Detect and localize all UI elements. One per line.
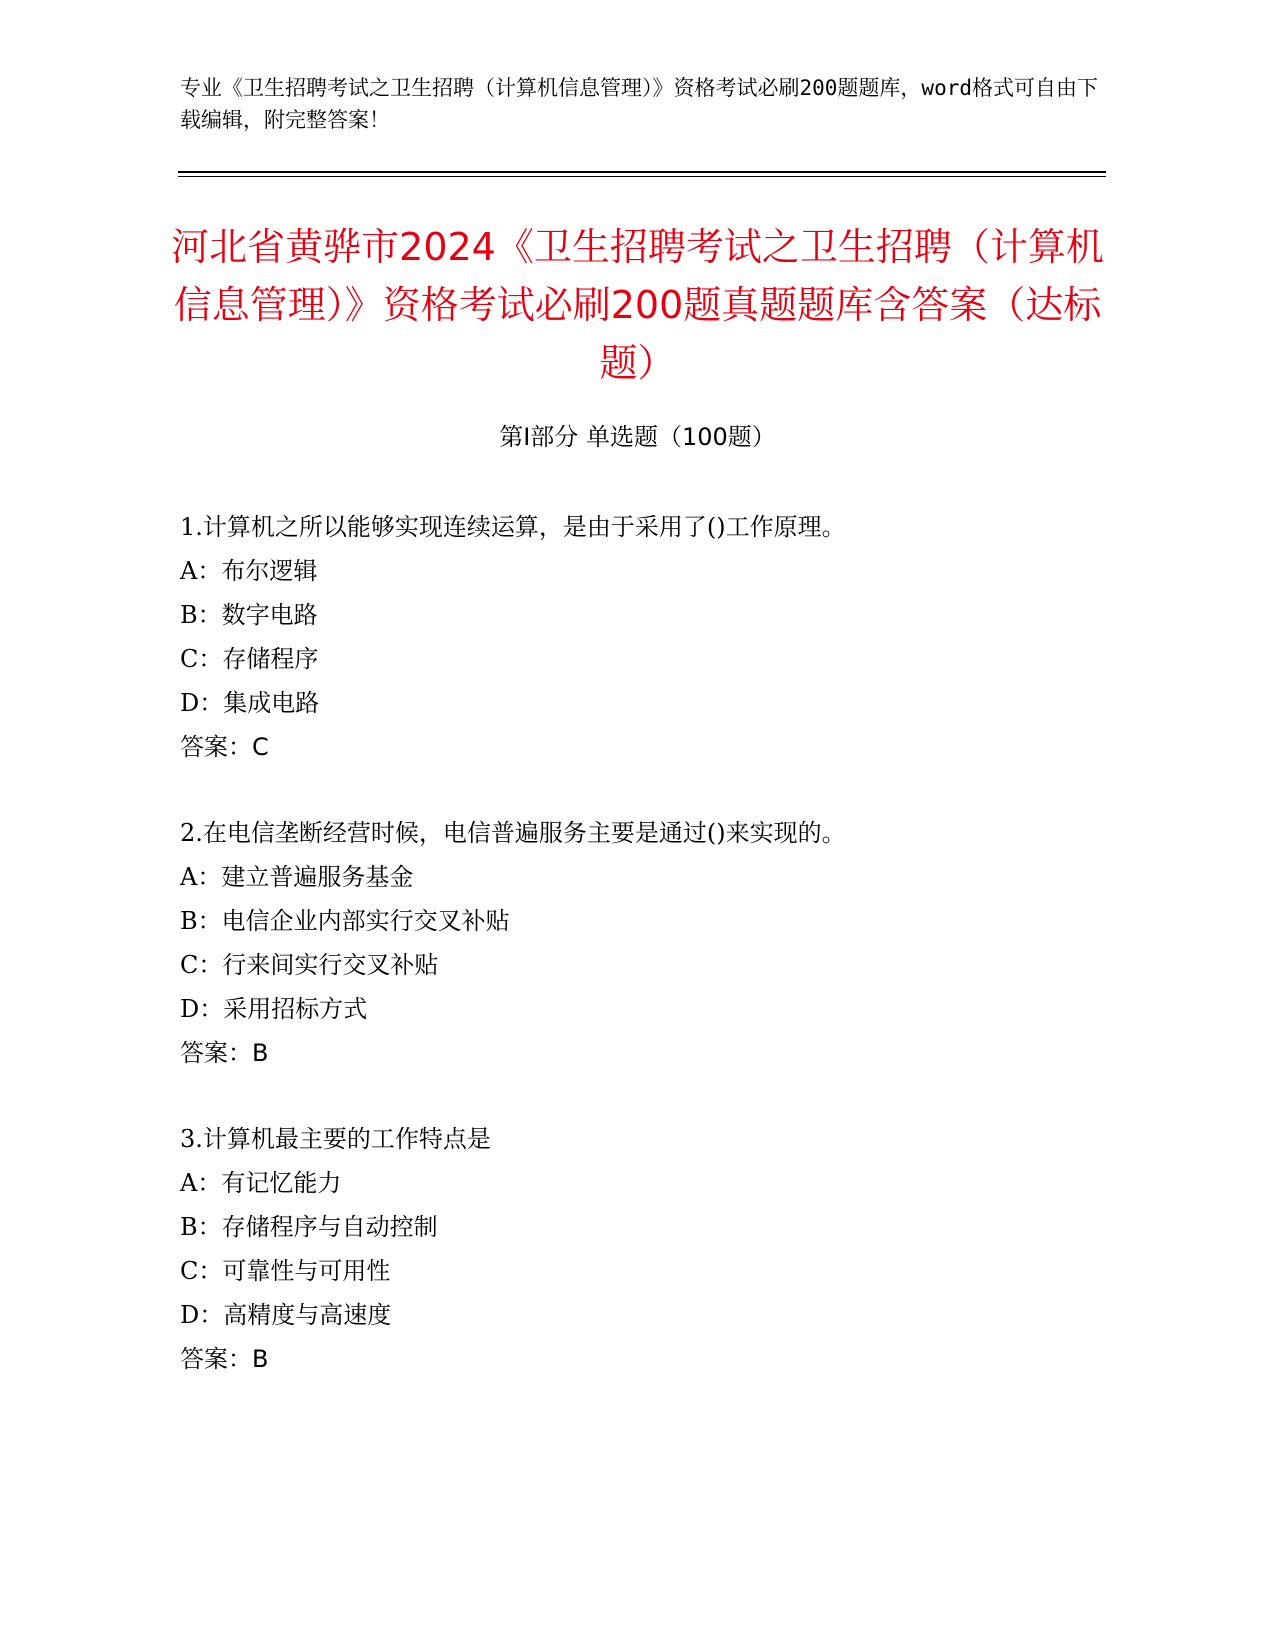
header-divider-thin: [178, 176, 1106, 177]
header-divider-thick: [178, 171, 1106, 173]
option-d: D：集成电路: [180, 689, 320, 717]
answer-label: 答案：B: [180, 1345, 269, 1373]
document-title: 河北省黄骅市2024《卫生招聘考试之卫生招聘（计算机信息管理）》资格考试必刷200题真题题库含答案（达标题）: [171, 225, 1104, 385]
question-list: [180, 505, 1110, 1423]
question-stem: 3.计算机最主要的工作特点是: [180, 1125, 491, 1153]
option-d: D：高精度与高速度: [180, 1301, 392, 1329]
option-c: C：可靠性与可用性: [180, 1257, 391, 1285]
question-stem: 1.计算机之所以能够实现连续运算，是由于采用了()工作原理。: [180, 513, 846, 541]
option-b: B：存储程序与自动控制: [180, 1213, 438, 1241]
header-note: 专业《卫生招聘考试之卫生招聘（计算机信息管理）》资格考试必刷200题题库，word格式可自由下载编辑，附完整答案！: [180, 76, 1098, 132]
question-stem: 2.在电信垄断经营时候，电信普遍服务主要是通过()来实现的。: [180, 819, 846, 847]
option-a: A：布尔逻辑: [180, 557, 318, 585]
question-1: [180, 505, 1110, 769]
option-d: D：采用招标方式: [180, 995, 368, 1023]
option-b: B：电信企业内部实行交叉补贴: [180, 907, 510, 935]
answer-label: 答案：B: [180, 1039, 269, 1067]
section-heading: 第Ⅰ部分 单选题（100题）: [499, 423, 776, 451]
question-2: [180, 811, 1110, 1075]
question-3: [180, 1117, 1110, 1381]
option-a: A：建立普遍服务基金: [180, 863, 414, 891]
option-c: C：行来间实行交叉补贴: [180, 951, 439, 979]
option-c: C：存储程序: [180, 645, 319, 673]
option-a: A：有记忆能力: [180, 1169, 342, 1197]
answer-label: 答案：C: [180, 733, 269, 761]
option-b: B：数字电路: [180, 601, 318, 629]
